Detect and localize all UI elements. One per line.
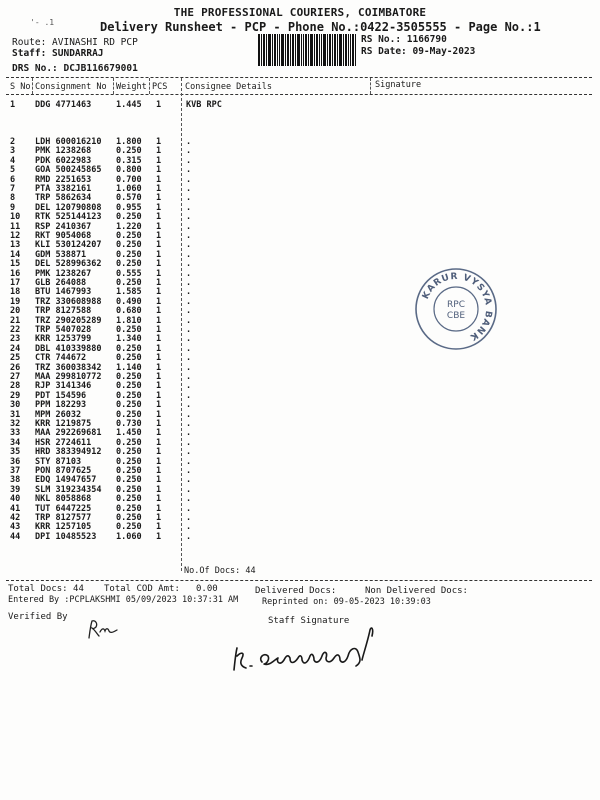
col-consignment: Consignment No [35, 82, 107, 92]
row-consignment: EDQ 14947657 [35, 475, 97, 486]
row-details: . [186, 287, 192, 298]
row-weight: 1.800 [116, 137, 142, 147]
no-of-docs: No.Of Docs: 44 [184, 566, 256, 576]
row-pcs: 1 [156, 146, 162, 157]
row-consignment: TRP 5862634 [35, 193, 92, 204]
row-details: . [186, 494, 192, 505]
row-consignment: PPM 182293 [35, 400, 87, 411]
row-pcs: 1 [156, 137, 162, 147]
row-weight: 0.490 [116, 296, 142, 307]
row-sno: 2 [10, 137, 16, 147]
row-details: . [186, 503, 192, 514]
row-sno: 28 [10, 381, 21, 392]
row-pcs: 1 [156, 249, 162, 260]
row-weight: 0.250 [116, 249, 142, 260]
drs-number: DRS No.: DCJB116679001 [12, 63, 138, 74]
row-pcs: 1 [156, 400, 162, 411]
row-details: . [186, 259, 192, 270]
row-consignment: TRP 5407028 [35, 325, 92, 335]
row-details: . [186, 419, 192, 429]
row-details: . [186, 428, 192, 439]
row-pcs: 1 [156, 531, 162, 542]
row-details: . [186, 174, 192, 185]
divider-header [6, 94, 592, 95]
row-consignment: MAA 292269681 [35, 428, 102, 439]
row-consignment: HRD 383394912 [35, 447, 102, 458]
row-weight: 0.250 [116, 325, 142, 335]
row-pcs: 1 [156, 278, 162, 288]
divider-bottom [6, 580, 592, 581]
row-consignment: MPM 26032 [35, 409, 82, 420]
row-pcs: 1 [156, 334, 162, 345]
row-consignment: DDG 4771463 [35, 100, 92, 110]
row-details: . [186, 268, 192, 279]
row-sno: 17 [10, 278, 21, 288]
row-pcs: 1 [156, 315, 162, 326]
staff-signature [228, 622, 398, 678]
row-pcs: 1 [156, 165, 162, 176]
row-details: . [186, 221, 192, 232]
row-weight: 0.680 [116, 306, 142, 317]
row-details: . [186, 343, 192, 354]
row-sno: 1 [10, 100, 16, 110]
row-weight: 1.585 [116, 287, 142, 298]
row-details: KVB RPC [186, 100, 222, 110]
stamp-center-2: CBE [446, 311, 466, 321]
row-pcs: 1 [156, 353, 162, 364]
row-sno: 32 [10, 419, 21, 429]
row-details: . [186, 409, 192, 420]
row-sno: 37 [10, 466, 21, 476]
row-sno: 14 [10, 249, 21, 260]
row-details: . [186, 193, 192, 204]
row-consignment: CTR 744672 [35, 353, 87, 364]
row-details: . [186, 522, 192, 533]
row-consignment: PMK 1238267 [35, 268, 92, 279]
row-details: . [186, 447, 192, 458]
row-consignment: GDM 538871 [35, 249, 87, 260]
rs-date: RS Date: 09-May-2023 [361, 46, 476, 57]
row-consignment: NKL 8058868 [35, 494, 92, 505]
row-pcs: 1 [156, 174, 162, 185]
row-sno: 36 [10, 456, 21, 467]
row-sno: 41 [10, 503, 21, 514]
row-weight: 0.250 [116, 409, 142, 420]
row-sno: 27 [10, 372, 21, 382]
row-weight: 0.250 [116, 390, 142, 401]
row-pcs: 1 [156, 343, 162, 354]
row-consignment: GOA 500245865 [35, 165, 102, 176]
row-sno: 5 [10, 165, 16, 176]
reprinted-on: Reprinted on: 09-05-2023 10:39:03 [262, 597, 431, 607]
row-weight: 1.220 [116, 221, 142, 232]
row-consignment: DPI 10485523 [35, 531, 97, 542]
row-sno: 25 [10, 353, 21, 364]
row-pcs: 1 [156, 419, 162, 429]
row-consignment: RSP 2410367 [35, 221, 92, 232]
staff-signature-label: Staff Signature [268, 616, 350, 626]
row-consignment: KRR 1257105 [35, 522, 92, 533]
row-sno: 23 [10, 334, 21, 345]
row-sno: 19 [10, 296, 21, 307]
row-consignment: KRR 1219875 [35, 419, 92, 429]
row-consignment: DEL 120790808 [35, 202, 102, 213]
row-pcs: 1 [156, 409, 162, 420]
row-consignment: PMK 1238268 [35, 146, 92, 157]
row-consignment: RJP 3141346 [35, 381, 92, 392]
row-pcs: 1 [156, 456, 162, 467]
row-sno: 30 [10, 400, 21, 411]
row-sno: 38 [10, 475, 21, 486]
col-sno: S No [10, 82, 31, 92]
row-pcs: 1 [156, 484, 162, 495]
row-pcs: 1 [156, 522, 162, 533]
row-sno: 6 [10, 174, 16, 185]
row-weight: 0.250 [116, 484, 142, 495]
row-pcs: 1 [156, 259, 162, 270]
row-sno: 16 [10, 268, 21, 279]
col-signature: Signature [375, 80, 422, 90]
row-sno: 26 [10, 362, 21, 373]
row-details: . [186, 353, 192, 364]
row-sno: 21 [10, 315, 21, 326]
row-weight: 0.250 [116, 353, 142, 364]
row-weight: 0.250 [116, 212, 142, 223]
row-weight: 0.250 [116, 447, 142, 458]
row-weight: 0.250 [116, 475, 142, 486]
row-weight: 0.250 [116, 381, 142, 392]
col-pcs: PCS [152, 82, 168, 92]
row-details: . [186, 381, 192, 392]
row-sno: 22 [10, 325, 21, 335]
row-details: . [186, 484, 192, 495]
row-consignment: TRZ 360038342 [35, 362, 102, 373]
row-consignment: RMD 2251653 [35, 174, 92, 185]
row-pcs: 1 [156, 240, 162, 251]
col-weight: Weight [116, 82, 147, 92]
row-pcs: 1 [156, 268, 162, 279]
row-weight: 0.250 [116, 146, 142, 157]
row-sno: 8 [10, 193, 16, 204]
row-pcs: 1 [156, 325, 162, 335]
row-pcs: 1 [156, 100, 162, 110]
row-consignment: STY 87103 [35, 456, 82, 467]
row-weight: 1.340 [116, 334, 142, 345]
row-pcs: 1 [156, 287, 162, 298]
row-weight: 0.250 [116, 278, 142, 288]
row-weight: 0.250 [116, 494, 142, 505]
row-details: . [186, 231, 192, 241]
total-cod-label: Total COD Amt: [104, 584, 180, 594]
stamp-ring-text: KARUR VYSYA BANK [420, 271, 494, 343]
row-weight: 0.250 [116, 437, 142, 448]
row-sno: 20 [10, 306, 21, 317]
row-weight: 0.955 [116, 202, 142, 213]
row-sno: 9 [10, 202, 16, 213]
row-details: . [186, 362, 192, 373]
row-pcs: 1 [156, 155, 162, 166]
row-details: . [186, 278, 192, 288]
row-sno: 29 [10, 390, 21, 401]
row-weight: 1.060 [116, 531, 142, 542]
row-weight: 0.250 [116, 400, 142, 411]
entered-by: Entered By :PCPLAKSHMI 05/09/2023 10:37:31 AM [8, 595, 239, 605]
bank-stamp [413, 266, 499, 352]
row-weight: 1.445 [116, 100, 142, 110]
row-details: . [186, 212, 192, 223]
row-consignment: PON 8707625 [35, 466, 92, 476]
row-details: . [186, 325, 192, 335]
row-details: . [186, 531, 192, 542]
row-consignment: TRZ 330608988 [35, 296, 102, 307]
row-weight: 0.250 [116, 456, 142, 467]
row-consignment: PTA 3382161 [35, 184, 92, 194]
row-consignment: TRZ 290205289 [35, 315, 102, 326]
row-details: . [186, 184, 192, 194]
row-sno: 15 [10, 259, 21, 270]
delivered-docs: Delivered Docs: [255, 586, 337, 596]
row-pcs: 1 [156, 447, 162, 458]
row-pcs: 1 [156, 437, 162, 448]
row-details: . [186, 400, 192, 411]
rs-number: RS No.: 1166790 [361, 34, 447, 45]
staff: Staff: SUNDARRAJ [12, 48, 104, 59]
row-weight: 0.250 [116, 231, 142, 241]
col-details: Consignee Details [185, 82, 272, 92]
row-sno: 43 [10, 522, 21, 533]
row-pcs: 1 [156, 513, 162, 523]
row-sno: 40 [10, 494, 21, 505]
row-consignment: MAA 299810772 [35, 372, 102, 382]
verified-by-label: Verified By [8, 612, 68, 622]
row-weight: 0.250 [116, 522, 142, 533]
row-sno: 24 [10, 343, 21, 354]
row-details: . [186, 456, 192, 467]
row-weight: 1.060 [116, 184, 142, 194]
row-weight: 0.570 [116, 193, 142, 204]
row-pcs: 1 [156, 475, 162, 486]
row-sno: 18 [10, 287, 21, 298]
row-details: . [186, 137, 192, 147]
row-pcs: 1 [156, 494, 162, 505]
row-details: . [186, 165, 192, 176]
row-details: . [186, 466, 192, 476]
row-weight: 0.555 [116, 268, 142, 279]
row-consignment: KRR 1253799 [35, 334, 92, 345]
row-consignment: PDT 154596 [35, 390, 87, 401]
row-pcs: 1 [156, 221, 162, 232]
row-details: . [186, 475, 192, 486]
row-details: . [186, 240, 192, 251]
row-details: . [186, 155, 192, 166]
row-weight: 0.315 [116, 155, 142, 166]
row-consignment: SLM 319234354 [35, 484, 102, 495]
row-weight: 0.250 [116, 466, 142, 476]
row-weight: 0.250 [116, 343, 142, 354]
row-sno: 35 [10, 447, 21, 458]
row-pcs: 1 [156, 372, 162, 382]
row-weight: 0.250 [116, 372, 142, 382]
row-consignment: KLI 530124207 [35, 240, 102, 251]
row-weight: 1.450 [116, 428, 142, 439]
row-sno: 12 [10, 231, 21, 241]
row-consignment: TUT 6447225 [35, 503, 92, 514]
row-pcs: 1 [156, 390, 162, 401]
row-pcs: 1 [156, 381, 162, 392]
row-consignment: TRP 8127588 [35, 306, 92, 317]
row-consignment: LDH 600016210 [35, 137, 102, 147]
row-pcs: 1 [156, 362, 162, 373]
row-sno: 33 [10, 428, 21, 439]
row-weight: 0.250 [116, 240, 142, 251]
row-pcs: 1 [156, 428, 162, 439]
row-sno: 44 [10, 531, 21, 542]
row-weight: 0.250 [116, 513, 142, 523]
row-consignment: BTU 1467993 [35, 287, 92, 298]
row-weight: 0.800 [116, 165, 142, 176]
route: Route: AVINASHI RD PCP [12, 37, 138, 48]
row-consignment: TRP 8127577 [35, 513, 92, 523]
row-sno: 31 [10, 409, 21, 420]
barcode [258, 34, 356, 66]
row-consignment: HSR 2724611 [35, 437, 92, 448]
row-weight: 0.250 [116, 503, 142, 514]
row-consignment: RKT 9054068 [35, 231, 92, 241]
row-pcs: 1 [156, 202, 162, 213]
row-details: . [186, 249, 192, 260]
row-weight: 0.250 [116, 259, 142, 270]
row-sno: 7 [10, 184, 16, 194]
row-consignment: DBL 410339880 [35, 343, 102, 354]
row-details: . [186, 315, 192, 326]
row-weight: 1.140 [116, 362, 142, 373]
table-row [0, 100, 600, 111]
row-sno: 13 [10, 240, 21, 251]
total-docs: Total Docs: 44 [8, 584, 84, 594]
row-weight: 1.810 [116, 315, 142, 326]
row-pcs: 1 [156, 193, 162, 204]
row-sno: 42 [10, 513, 21, 523]
row-pcs: 1 [156, 184, 162, 194]
row-details: . [186, 296, 192, 307]
row-details: . [186, 202, 192, 213]
row-details: . [186, 513, 192, 523]
row-pcs: 1 [156, 503, 162, 514]
row-weight: 0.700 [116, 174, 142, 185]
row-consignment: DEL 528996362 [35, 259, 102, 270]
row-pcs: 1 [156, 212, 162, 223]
row-sno: 11 [10, 221, 21, 232]
row-consignment: RTK 525144123 [35, 212, 102, 223]
row-sno: 39 [10, 484, 21, 495]
row-details: . [186, 146, 192, 157]
runsheet-title: Delivery Runsheet - PCP - Phone No.:0422-3505555 - Page No.:1 [100, 20, 541, 34]
divider-top [6, 77, 592, 78]
row-sno: 4 [10, 155, 16, 166]
row-details: . [186, 334, 192, 345]
verifier-initials [86, 618, 120, 642]
row-pcs: 1 [156, 466, 162, 476]
row-pcs: 1 [156, 231, 162, 241]
row-consignment: PDK 6022983 [35, 155, 92, 166]
row-details: . [186, 437, 192, 448]
row-details: . [186, 372, 192, 382]
non-delivered-docs: Non Delivered Docs: [365, 586, 468, 596]
row-sno: 34 [10, 437, 21, 448]
row-consignment: GLB 264088 [35, 278, 87, 288]
total-cod-value: 0.00 [196, 584, 218, 594]
row-pcs: 1 [156, 296, 162, 307]
row-details: . [186, 306, 192, 317]
row-weight: 0.730 [116, 419, 142, 429]
row-sno: 10 [10, 212, 21, 223]
company-title: THE PROFESSIONAL COURIERS, COIMBATORE [173, 6, 427, 19]
corner-mark: '- .1 [30, 18, 55, 27]
table-row [0, 532, 600, 543]
stamp-center-1: RPC [447, 300, 465, 310]
row-details: . [186, 390, 192, 401]
row-sno: 3 [10, 146, 16, 157]
row-pcs: 1 [156, 306, 162, 317]
